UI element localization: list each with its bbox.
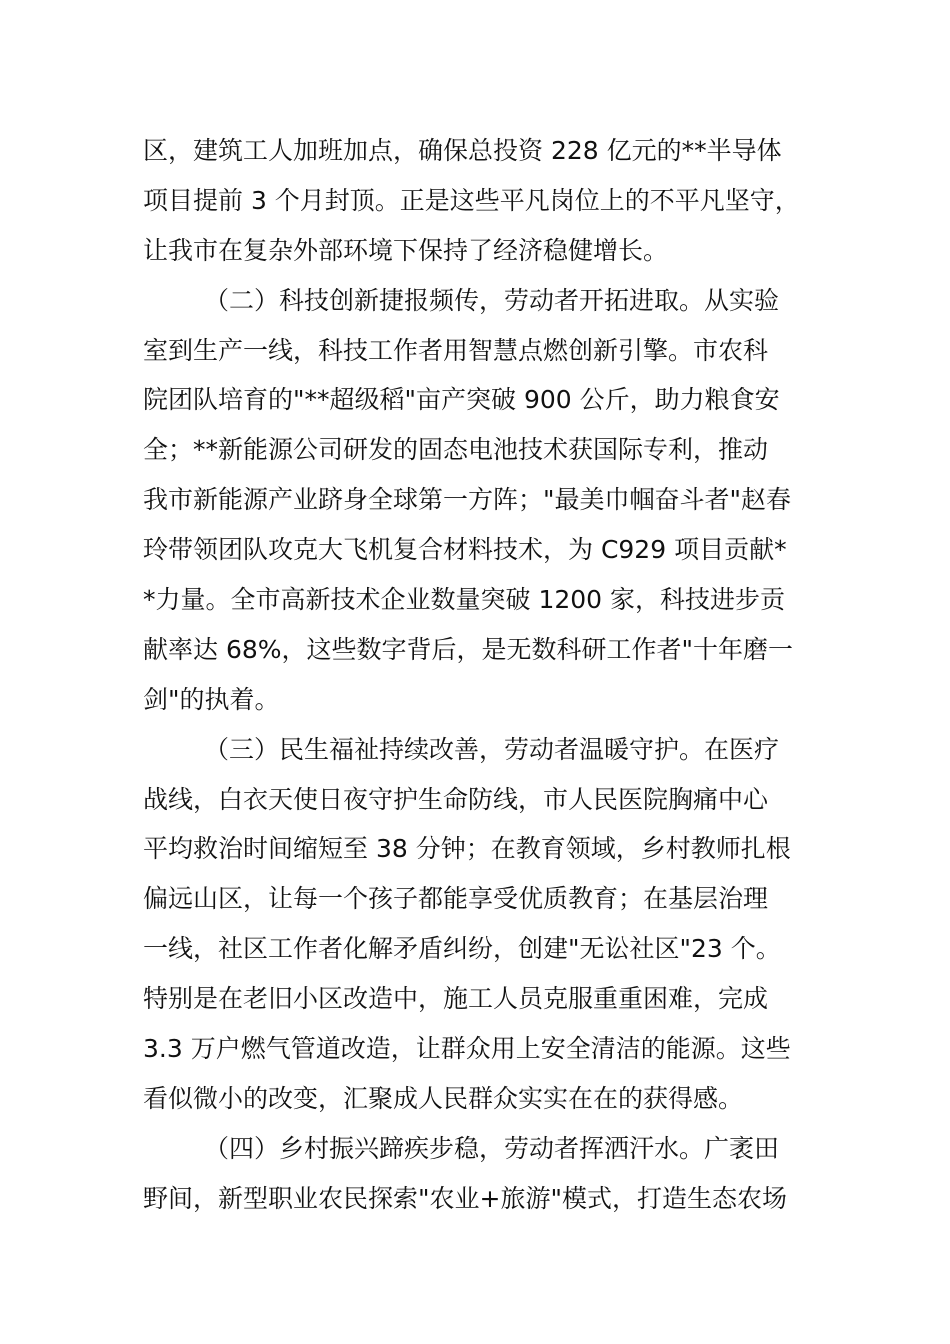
text-line: 特别是在老旧小区改造中，施工人员克服重重困难，完成 [143,984,769,1014]
text-line: 项目提前 3 个月封顶。正是这些平凡岗位上的不平凡坚守， [143,185,800,215]
text-line: 室到生产一线，科技工作者用智慧点燃创新引擎。市农科 [143,335,769,365]
text-line: 看似微小的改变，汇聚成人民群众实实在在的获得感。 [143,1083,744,1113]
text-line: 3.3 万户燃气管道改造，让群众用上安全清洁的能源。这些 [143,1034,791,1064]
text-line: 让我市在复杂外部环境下保持了经济稳健增长。 [143,235,669,265]
text-line: *力量。全市高新技术企业数量突破 1200 家，科技进步贡 [143,585,786,615]
section-heading-line: （三）民生福祉持续改善，劳动者温暖守护。在医疗 [204,734,780,764]
text-line: 院团队培育的"**超级稻"亩产突破 900 公斤，助力粮食安 [143,385,780,415]
text-line: 我市新能源产业跻身全球第一方阵；"最美巾帼奋斗者"赵春 [143,485,792,515]
text-line: 平均救治时间缩短至 38 分钟；在教育领域，乡村教师扎根 [143,834,791,864]
text-line: 区，建筑工人加班加点，确保总投资 228 亿元的**半导体 [143,136,782,165]
text-line: 献率达 68%，这些数字背后，是无数科研工作者"十年磨一 [143,634,794,664]
text-line: 偏远山区，让每一个孩子都能享受优质教育；在基层治理 [143,884,769,914]
text-line: 剑"的执着。 [143,684,280,714]
section-heading-line: （二）科技创新捷报频传，劳动者开拓进取。从实验 [204,285,780,315]
text-line: 全；**新能源公司研发的固态电池技术获国际专利，推动 [143,435,769,465]
text-line: 一线，社区工作者化解矛盾纠纷，创建"无讼社区"23 个。 [143,934,781,964]
section-heading-line: （四）乡村振兴蹄疾步稳，劳动者挥洒汗水。广袤田 [204,1133,780,1163]
text-line: 战线，白衣天使日夜守护生命防线，市人民医院胸痛中心 [143,784,769,814]
text-line: 野间，新型职业农民探索"农业+旅游"模式，打造生态农场 [143,1183,787,1213]
body-text [143,126,823,1224]
text-line: 玲带领团队攻克大飞机复合材料技术，为 C929 项目贡献* [143,535,787,565]
